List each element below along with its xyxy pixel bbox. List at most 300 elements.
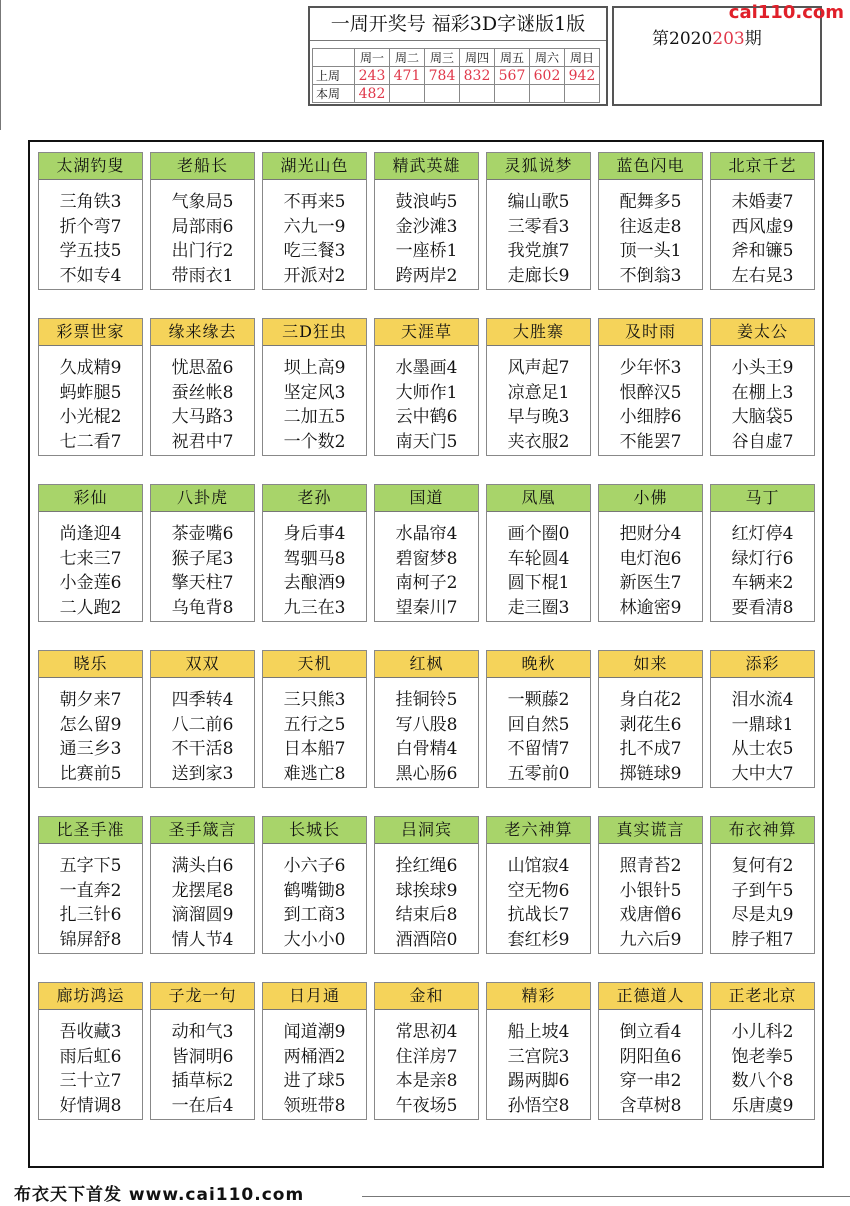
riddle-line: 望秦川7 <box>395 597 458 618</box>
riddle-lines <box>263 1020 366 1118</box>
riddle-line: 倒立看4 <box>619 1022 682 1042</box>
panel-title: 如来 <box>599 651 702 678</box>
riddle-panel <box>710 484 815 622</box>
riddle-line: 小细脖6 <box>619 407 682 427</box>
draw-number: 784 <box>425 67 460 85</box>
riddle-line: 吃三餐3 <box>283 241 346 261</box>
riddle-line: 三十立7 <box>59 1071 122 1091</box>
panel-title: 长城长 <box>263 817 366 844</box>
riddle-line: 带雨衣1 <box>171 265 234 286</box>
riddle-lines <box>375 1020 478 1118</box>
riddle-panel <box>598 318 703 456</box>
riddle-line: 水晶帘4 <box>395 524 458 544</box>
footer-text: 布衣天下首发 www.cai110.com <box>14 1185 305 1205</box>
riddle-line: 去酿酒9 <box>283 573 346 593</box>
riddle-line: 送到家3 <box>171 763 234 784</box>
riddle-lines <box>711 356 814 454</box>
riddle-panel <box>710 650 815 788</box>
riddle-lines <box>375 854 478 952</box>
riddle-lines <box>711 688 814 786</box>
draw-number: 482 <box>355 85 390 103</box>
riddle-line: 久成精9 <box>59 358 122 378</box>
panel-title: 正德道人 <box>599 983 702 1010</box>
riddle-line: 猴子尾3 <box>171 548 234 569</box>
riddle-lines <box>263 688 366 786</box>
riddle-line: 绿灯行6 <box>731 548 794 569</box>
riddle-line: 擎天柱7 <box>171 573 234 593</box>
riddle-line: 出门行2 <box>171 241 234 261</box>
riddle-lines <box>599 688 702 786</box>
riddle-line: 戏唐僧6 <box>619 905 682 925</box>
panel-title: 天机 <box>263 651 366 678</box>
riddle-line: 大师作1 <box>395 382 458 403</box>
draw-number <box>565 85 600 103</box>
riddle-line: 七来三7 <box>59 548 122 569</box>
riddle-line: 酒酒陪0 <box>395 929 458 950</box>
panel-title: 真实谎言 <box>599 817 702 844</box>
riddle-line: 五行之5 <box>283 714 346 735</box>
day-cell: 周一 <box>355 49 390 67</box>
riddle-line: 饱老拳5 <box>731 1046 794 1067</box>
draw-number <box>530 85 565 103</box>
riddle-line: 车轮圆4 <box>507 548 570 569</box>
riddle-line: 不再来5 <box>283 192 346 212</box>
draw-number: 942 <box>565 67 600 85</box>
riddle-panel <box>150 484 255 622</box>
panel-title: 八卦虎 <box>151 485 254 512</box>
riddle-line: 学五技5 <box>59 241 122 261</box>
footer-line <box>362 1196 850 1197</box>
riddle-line: 一颗藤2 <box>507 690 570 710</box>
riddle-line: 跨两岸2 <box>395 265 458 286</box>
draw-number: 243 <box>355 67 390 85</box>
riddle-line: 二人跑2 <box>59 597 122 618</box>
riddle-line: 五字下5 <box>59 856 122 876</box>
riddle-line: 朝夕来7 <box>59 690 122 710</box>
riddle-lines <box>487 356 590 454</box>
draw-number: 832 <box>460 67 495 85</box>
riddle-line: 从士农5 <box>731 739 794 759</box>
riddle-line: 九六后9 <box>619 929 682 950</box>
riddle-line: 坝上高9 <box>283 358 346 378</box>
riddle-line: 剥花生6 <box>619 714 682 735</box>
riddle-lines <box>39 522 142 620</box>
riddle-line: 云中鹤6 <box>395 407 458 427</box>
riddle-line: 坚定风3 <box>283 382 346 403</box>
riddle-line: 谷自虚7 <box>731 431 794 452</box>
day-cell: 周六 <box>530 49 565 67</box>
riddle-panel <box>150 152 255 290</box>
riddle-line: 蚂蚱腿5 <box>59 382 122 403</box>
riddle-lines <box>375 356 478 454</box>
riddle-line: 船上坡4 <box>507 1022 570 1042</box>
riddle-line: 泪水流4 <box>731 690 794 710</box>
riddle-lines <box>711 190 814 288</box>
day-cell: 周日 <box>565 49 600 67</box>
day-cell: 周五 <box>495 49 530 67</box>
riddle-panel <box>486 982 591 1120</box>
panel-title: 太湖钓叟 <box>39 153 142 180</box>
riddle-line: 南天门5 <box>395 431 458 452</box>
panel-title: 彩票世家 <box>39 319 142 346</box>
panel-title: 双双 <box>151 651 254 678</box>
panel-title: 比圣手准 <box>39 817 142 844</box>
riddle-line: 新医生7 <box>619 573 682 593</box>
riddle-panel <box>486 318 591 456</box>
panel-title: 凤凰 <box>487 485 590 512</box>
riddle-line: 风声起7 <box>507 358 570 378</box>
panel-title: 正老北京 <box>711 983 814 1010</box>
riddle-line: 车辆来2 <box>731 573 794 593</box>
day-header-row <box>313 49 600 67</box>
riddle-line: 夹衣服2 <box>507 431 570 452</box>
riddle-line: 编山歌5 <box>507 192 570 212</box>
riddle-panel <box>262 152 367 290</box>
riddle-lines <box>151 1020 254 1118</box>
riddle-lines <box>151 688 254 786</box>
riddle-panel <box>262 816 367 954</box>
riddle-line: 雨后虹6 <box>59 1046 122 1067</box>
riddle-panel <box>710 816 815 954</box>
riddle-panel <box>374 982 479 1120</box>
riddle-line: 阴阳鱼6 <box>619 1046 682 1067</box>
panel-title: 马丁 <box>711 485 814 512</box>
riddle-line: 扎三针6 <box>59 905 122 925</box>
riddle-line: 回自然5 <box>507 714 570 735</box>
riddle-line: 日本船7 <box>283 739 346 759</box>
panel-title: 布衣神算 <box>711 817 814 844</box>
riddle-panel <box>38 152 143 290</box>
riddle-panel <box>38 650 143 788</box>
riddle-line: 顶一头1 <box>619 241 682 261</box>
riddle-line: 大小小0 <box>283 929 346 950</box>
riddle-line: 住洋房7 <box>395 1046 458 1067</box>
riddle-line: 好情调8 <box>59 1095 122 1116</box>
riddle-line: 一直奔2 <box>59 880 122 901</box>
panel-title: 金和 <box>375 983 478 1010</box>
last-week-label: 上周 <box>313 67 355 85</box>
panel-title: 天涯草 <box>375 319 478 346</box>
riddle-line: 本是亲8 <box>395 1071 458 1091</box>
riddle-line: 鼓浪屿5 <box>395 192 458 212</box>
riddle-line: 尚逢迎4 <box>59 524 122 544</box>
riddle-line: 皆洞明6 <box>171 1046 234 1067</box>
riddle-line: 到工商3 <box>283 905 346 925</box>
riddle-lines <box>599 190 702 288</box>
panel-title: 晚秋 <box>487 651 590 678</box>
riddle-line: 恨醉汉5 <box>619 382 682 403</box>
riddle-line: 动和气3 <box>171 1022 234 1042</box>
riddle-lines <box>599 1020 702 1118</box>
riddle-lines <box>599 854 702 952</box>
riddle-line: 未婚妻7 <box>731 192 794 212</box>
this-week-label: 本周 <box>313 85 355 103</box>
riddle-line: 四季转4 <box>171 690 234 710</box>
draw-number: 567 <box>495 67 530 85</box>
panel-title: 子龙一句 <box>151 983 254 1010</box>
riddle-line: 尽是丸9 <box>731 905 794 925</box>
riddle-lines <box>375 688 478 786</box>
riddle-lines <box>263 190 366 288</box>
riddle-lines <box>487 688 590 786</box>
day-cell: 周四 <box>460 49 495 67</box>
riddle-panel <box>486 816 591 954</box>
riddle-line: 乐唐虞9 <box>731 1095 794 1116</box>
riddle-lines <box>711 522 814 620</box>
riddle-line: 蚕丝帐8 <box>171 382 234 403</box>
riddle-lines <box>151 522 254 620</box>
panel-title: 添彩 <box>711 651 814 678</box>
riddle-line: 南柯子2 <box>395 573 458 593</box>
riddle-line: 一在后4 <box>171 1095 234 1116</box>
riddle-panel <box>150 982 255 1120</box>
riddle-line: 不干活8 <box>171 739 234 759</box>
riddle-line: 掷链球9 <box>619 763 682 784</box>
panel-title: 彩仙 <box>39 485 142 512</box>
riddle-panel <box>374 318 479 456</box>
panel-title: 老船长 <box>151 153 254 180</box>
riddle-panel <box>486 484 591 622</box>
riddle-line: 大马路3 <box>171 407 234 427</box>
riddle-line: 走三圈3 <box>507 597 570 618</box>
riddle-line: 七二看7 <box>59 431 122 452</box>
riddle-line: 不倒翁3 <box>619 265 682 286</box>
riddle-line: 九三在3 <box>283 597 346 618</box>
riddle-line: 含草树8 <box>619 1095 682 1116</box>
riddle-line: 踢两脚6 <box>507 1071 570 1091</box>
riddle-panel <box>374 650 479 788</box>
riddle-line: 满头白6 <box>171 856 234 876</box>
riddle-panel <box>38 982 143 1120</box>
riddle-line: 身白花2 <box>619 690 682 710</box>
riddle-line: 小头王9 <box>731 358 794 378</box>
draw-number: 471 <box>390 67 425 85</box>
riddle-line: 结束后8 <box>395 905 458 925</box>
riddle-lines <box>487 1020 590 1118</box>
panel-title: 三D狂虫 <box>263 319 366 346</box>
riddle-line: 比赛前5 <box>59 763 122 784</box>
riddle-line: 套红杉9 <box>507 929 570 950</box>
riddle-panel <box>38 484 143 622</box>
riddle-line: 五零前0 <box>507 763 570 784</box>
riddle-lines <box>39 688 142 786</box>
riddle-line: 一鼎球1 <box>731 714 794 735</box>
riddle-line: 茶壶嘴6 <box>171 524 234 544</box>
panel-title: 及时雨 <box>599 319 702 346</box>
riddle-line: 祝君中7 <box>171 431 234 452</box>
riddle-line: 扎不成7 <box>619 739 682 759</box>
draw-number <box>425 85 460 103</box>
riddle-line: 通三乡3 <box>59 739 122 759</box>
riddle-lines <box>487 522 590 620</box>
riddle-line: 驾驷马8 <box>283 548 346 569</box>
panel-title: 精武英雄 <box>375 153 478 180</box>
weekly-draw-table <box>312 48 600 103</box>
riddle-line: 鹤嘴锄8 <box>283 880 346 901</box>
riddle-line: 白骨精4 <box>395 739 458 759</box>
riddle-line: 小银针5 <box>619 880 682 901</box>
riddle-panel <box>486 152 591 290</box>
riddle-lines <box>39 854 142 952</box>
riddle-lines <box>711 1020 814 1118</box>
issue-number: 第2020203期 <box>652 29 762 49</box>
panel-title: 缘来缘去 <box>151 319 254 346</box>
riddle-lines <box>599 356 702 454</box>
draw-table-title: 一周开奖号 福彩3D字谜版1版 <box>310 8 606 41</box>
riddle-panel <box>38 318 143 456</box>
panel-title: 国道 <box>375 485 478 512</box>
riddle-line: 黑心肠6 <box>395 763 458 784</box>
riddle-panel <box>598 484 703 622</box>
riddle-line: 小光棍2 <box>59 407 122 427</box>
riddle-line: 我党旗7 <box>507 241 570 261</box>
riddle-line: 金沙滩3 <box>395 216 458 237</box>
riddle-line: 碧窗梦8 <box>395 548 458 569</box>
riddle-panel <box>710 318 815 456</box>
panel-title: 红枫 <box>375 651 478 678</box>
riddle-line: 不能罢7 <box>619 431 682 452</box>
riddle-line: 斧和镰5 <box>731 241 794 261</box>
riddle-line: 三零看3 <box>507 216 570 237</box>
riddle-line: 早与晚3 <box>507 407 570 427</box>
riddle-lines <box>487 854 590 952</box>
riddle-line: 六九一9 <box>283 216 346 237</box>
panel-title: 晓乐 <box>39 651 142 678</box>
riddle-line: 不如专4 <box>59 265 122 286</box>
riddle-line: 少年怀3 <box>619 358 682 378</box>
riddle-line: 球挨球9 <box>395 880 458 901</box>
riddle-panel <box>598 816 703 954</box>
riddle-line: 小金莲6 <box>59 573 122 593</box>
day-cell: 周三 <box>425 49 460 67</box>
riddle-line: 抗战长7 <box>507 905 570 925</box>
riddle-lines <box>375 190 478 288</box>
this-week-row <box>313 85 600 103</box>
riddle-line: 气象局5 <box>171 192 234 212</box>
draw-number: 602 <box>530 67 565 85</box>
riddle-line: 一个数2 <box>283 431 346 452</box>
riddle-line: 难逃亡8 <box>283 763 346 784</box>
riddle-lines <box>487 190 590 288</box>
riddle-panel <box>598 982 703 1120</box>
weekly-draw-box <box>308 6 608 106</box>
riddle-line: 午夜场5 <box>395 1095 458 1116</box>
riddle-line: 走廊长9 <box>507 265 570 286</box>
panel-title: 湖光山色 <box>263 153 366 180</box>
page-edge-line <box>0 0 1 130</box>
riddle-line: 常思初4 <box>395 1022 458 1042</box>
panel-title: 姜太公 <box>711 319 814 346</box>
riddle-line: 吾收藏3 <box>59 1022 122 1042</box>
riddle-line: 空无物6 <box>507 880 570 901</box>
riddle-panel <box>262 484 367 622</box>
riddle-line: 林逾密9 <box>619 597 682 618</box>
panel-title: 大胜寨 <box>487 319 590 346</box>
panel-title: 北京千艺 <box>711 153 814 180</box>
riddle-line: 子到午5 <box>731 880 794 901</box>
riddle-line: 插草标2 <box>171 1071 234 1091</box>
riddle-line: 孙悟空8 <box>507 1095 570 1116</box>
riddle-line: 配舞多5 <box>619 192 682 212</box>
riddle-line: 情人节4 <box>171 929 234 950</box>
riddle-line: 水墨画4 <box>395 358 458 378</box>
riddle-line: 折个弯7 <box>59 216 122 237</box>
panel-title: 小佛 <box>599 485 702 512</box>
riddle-lines <box>263 522 366 620</box>
riddle-line: 挂铜铃5 <box>395 690 458 710</box>
riddle-line: 一座桥1 <box>395 241 458 261</box>
riddle-lines <box>151 854 254 952</box>
riddle-lines <box>39 1020 142 1118</box>
riddle-line: 领班带8 <box>283 1095 346 1116</box>
riddle-line: 红灯停4 <box>731 524 794 544</box>
riddle-line: 大脑袋5 <box>731 407 794 427</box>
brand-logo: cai110.com <box>728 2 844 23</box>
riddle-panel <box>598 152 703 290</box>
riddle-lines <box>39 190 142 288</box>
riddle-line: 穿一串2 <box>619 1071 682 1091</box>
riddle-lines <box>711 854 814 952</box>
riddle-line: 数八个8 <box>731 1071 794 1091</box>
riddle-line: 开派对2 <box>283 265 346 286</box>
panel-title: 廊坊鸿运 <box>39 983 142 1010</box>
draw-number <box>495 85 530 103</box>
riddle-line: 龙摆尾8 <box>171 880 234 901</box>
riddle-panel <box>262 650 367 788</box>
riddle-line: 照青苔2 <box>619 856 682 876</box>
riddle-lines <box>599 522 702 620</box>
panel-title: 灵狐说梦 <box>487 153 590 180</box>
riddle-panel <box>150 816 255 954</box>
panel-title: 蓝色闪电 <box>599 153 702 180</box>
riddle-line: 滴溜圆9 <box>171 905 234 925</box>
riddle-line: 大中大7 <box>731 763 794 784</box>
riddle-line: 画个圈0 <box>507 524 570 544</box>
riddle-line: 往返走8 <box>619 216 682 237</box>
riddle-lines <box>39 356 142 454</box>
draw-number <box>390 85 425 103</box>
riddle-line: 写八股8 <box>395 714 458 735</box>
riddle-line: 两桶酒2 <box>283 1046 346 1067</box>
riddle-panel <box>150 650 255 788</box>
riddle-lines <box>263 854 366 952</box>
riddle-line: 二加五5 <box>283 407 346 427</box>
riddle-line: 西风虚9 <box>731 216 794 237</box>
riddle-line: 忧思盈6 <box>171 358 234 378</box>
riddle-line: 怎么留9 <box>59 714 122 735</box>
riddle-line: 八二前6 <box>171 714 234 735</box>
riddle-line: 左右晃3 <box>731 265 794 286</box>
riddle-line: 小儿科2 <box>731 1022 794 1042</box>
riddle-line: 拴红绳6 <box>395 856 458 876</box>
riddle-panel <box>38 816 143 954</box>
riddle-panel <box>598 650 703 788</box>
day-cell: 周二 <box>390 49 425 67</box>
riddle-line: 锦屏舒8 <box>59 929 122 950</box>
riddle-lines <box>151 356 254 454</box>
riddle-grid <box>28 140 824 1168</box>
riddle-line: 凉意足1 <box>507 382 570 403</box>
riddle-line: 进了球5 <box>283 1071 346 1091</box>
riddle-line: 小六子6 <box>283 856 346 876</box>
riddle-panel <box>374 152 479 290</box>
riddle-line: 局部雨6 <box>171 216 234 237</box>
riddle-panel <box>710 152 815 290</box>
riddle-line: 脖子粗7 <box>731 929 794 950</box>
riddle-lines <box>151 190 254 288</box>
riddle-line: 把财分4 <box>619 524 682 544</box>
panel-title: 圣手箴言 <box>151 817 254 844</box>
